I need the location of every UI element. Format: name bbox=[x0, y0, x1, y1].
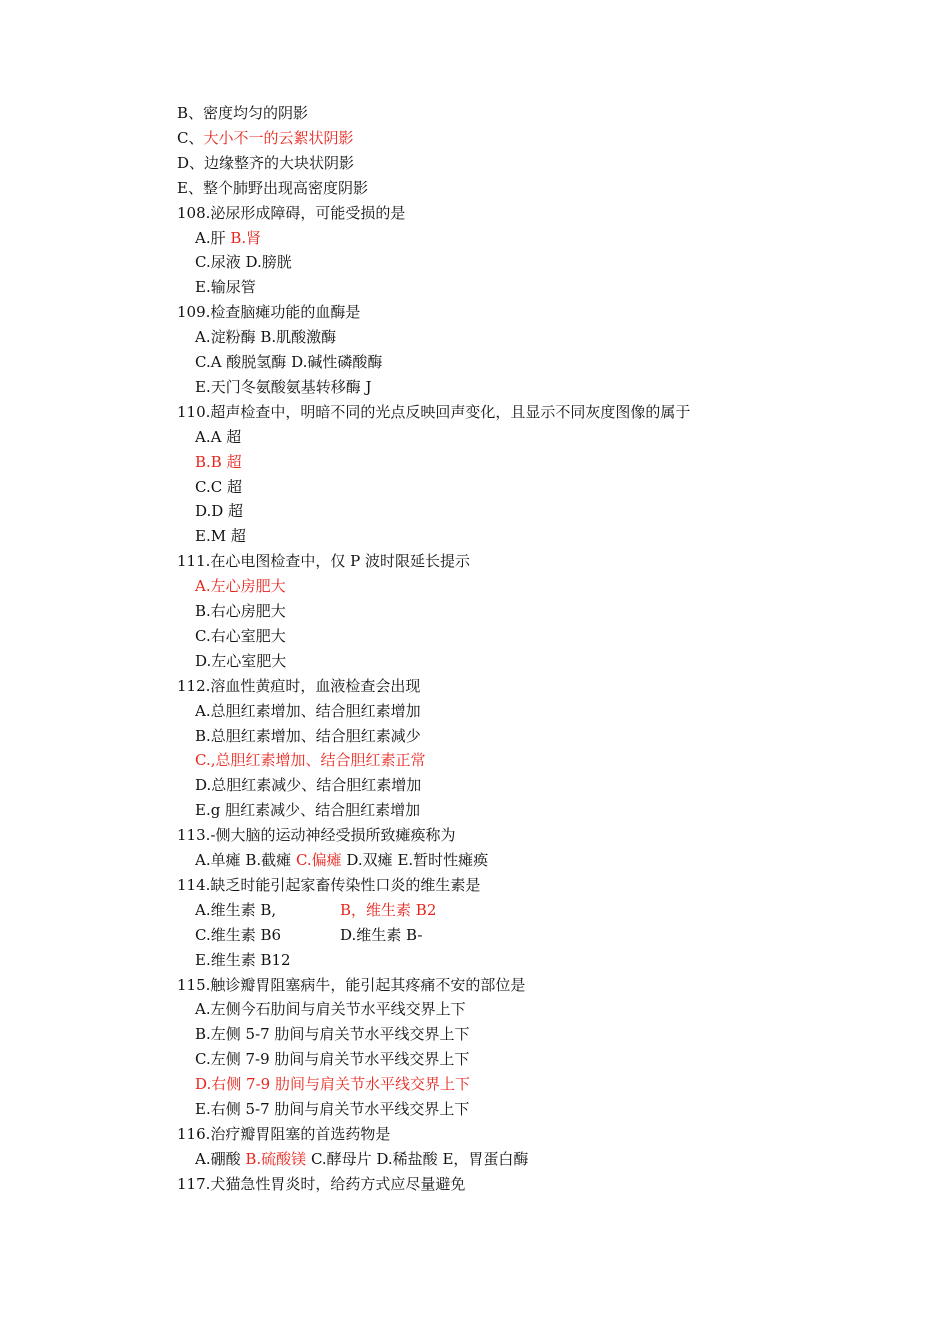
option-line bbox=[195, 900, 437, 920]
question-line bbox=[177, 402, 690, 422]
option-line bbox=[195, 1074, 470, 1094]
option-line bbox=[195, 1024, 469, 1044]
question-line bbox=[177, 676, 420, 696]
line-text: E.天门冬氨酸氨基转移酶 J bbox=[195, 377, 372, 396]
option-line bbox=[195, 452, 242, 472]
answer-text: 大小不一的云絮状阴影 bbox=[203, 128, 354, 147]
question-line bbox=[177, 875, 480, 895]
option-line bbox=[195, 750, 425, 770]
line-text: C.酵母片 D.稀盐酸 E，胃蛋白酶 bbox=[306, 1149, 529, 1168]
line-text: A.左侧今石肋间与肩关节水平线交界上下 bbox=[195, 1000, 466, 1019]
line-text: C.C 超 bbox=[195, 477, 242, 496]
answer-text: C.偏瘫 bbox=[295, 851, 342, 869]
line-text: 110.超声检查中，明暗不同的光点反映回声变化，且显示不同灰度图像的属于 bbox=[177, 402, 691, 421]
option-line bbox=[195, 252, 292, 272]
question-line bbox=[177, 153, 354, 173]
option-line bbox=[195, 701, 421, 721]
line-text: B、密度均匀的阴影 bbox=[177, 104, 309, 122]
option-line bbox=[195, 327, 336, 347]
line-text: D、边缘整齐的大块状阴影 bbox=[177, 153, 355, 172]
question-line bbox=[177, 128, 354, 148]
line-text: C.左侧 7-9 肋间与肩关节水平线交界上下 bbox=[195, 1050, 470, 1069]
line-text: 111.在心电图检查中，仅 P 波时限延长提示 bbox=[177, 552, 471, 571]
question-line bbox=[177, 203, 405, 223]
option-line bbox=[195, 427, 241, 447]
line-text: 109.检查脑瘫功能的血酶是 bbox=[177, 303, 361, 322]
option-line bbox=[195, 925, 423, 945]
line-text: E.输尿管 bbox=[195, 278, 256, 297]
option-line bbox=[195, 1049, 469, 1069]
question-line bbox=[177, 551, 470, 571]
option-line bbox=[195, 477, 242, 497]
line-text: A.硼酸 bbox=[195, 1149, 246, 1168]
option-line bbox=[195, 352, 382, 372]
option-line bbox=[195, 601, 286, 621]
line-text: C.右心室肥大 bbox=[195, 626, 286, 645]
line-text: D.左心室肥大 bbox=[195, 651, 287, 670]
answer-text: B.肾 bbox=[230, 228, 262, 247]
line-text: E.维生素 B12 bbox=[195, 950, 291, 969]
option-line bbox=[195, 726, 421, 746]
answer-text: D.右侧 7-9 肋间与肩关节水平线交界上下 bbox=[195, 1075, 470, 1094]
line-text: A.单瘫 B.截瘫 bbox=[195, 851, 296, 869]
option-line bbox=[195, 651, 286, 671]
line-text: A.维生素 B, bbox=[195, 900, 277, 919]
line-text: 114.缺乏时能引起家畜传染性口炎的维生素是 bbox=[177, 875, 481, 894]
line-text: E.右侧 5-7 肋间与肩关节水平线交界上下 bbox=[195, 1100, 470, 1118]
line-text: C、 bbox=[177, 128, 204, 147]
line-text: D.D 超 bbox=[195, 502, 244, 521]
option-line bbox=[195, 377, 372, 397]
line-text: E、整个肺野出现高密度阴影 bbox=[177, 178, 368, 197]
option-line bbox=[195, 626, 286, 646]
option-line bbox=[195, 800, 420, 820]
line-text: D.双瘫 E.暂时性瘫痪 bbox=[341, 851, 489, 869]
line-text: 117.犬猫急性胃炎时，给药方式应尽量避免 bbox=[177, 1174, 466, 1193]
line-text: B.右心房肥大 bbox=[195, 602, 286, 620]
question-line bbox=[177, 302, 360, 322]
question-line bbox=[177, 103, 308, 123]
question-line bbox=[177, 1174, 465, 1194]
option-line bbox=[195, 277, 256, 297]
option-line bbox=[195, 501, 243, 521]
line-text: 115.触诊瓣胃阻塞病牛，能引起其疼痛不安的部位是 bbox=[177, 975, 526, 994]
option-line bbox=[195, 999, 466, 1019]
question-line bbox=[177, 825, 455, 845]
line-text: 108.泌尿形成障碍，可能受损的是 bbox=[177, 203, 406, 222]
option-line bbox=[195, 850, 488, 870]
line-text: D.总胆红素减少、结合胆红素增加 bbox=[195, 776, 422, 795]
question-line bbox=[177, 178, 368, 198]
line-text: B.总胆红素增加、结合胆红素减少 bbox=[195, 726, 421, 745]
line-text: B.左侧 5-7 肋间与肩关节水平线交界上下 bbox=[195, 1025, 470, 1044]
option-line bbox=[195, 228, 261, 248]
line-text: 113.-侧大脑的运动神经受损所致瘫痪称为 bbox=[177, 826, 456, 845]
line-text: C.A 酸脱氢酶 D.碱性磷酸酶 bbox=[195, 353, 383, 371]
line-text: D.维生素 B- bbox=[340, 925, 423, 944]
line-text: 116.治疗瓣胃阻塞的首选药物是 bbox=[177, 1124, 391, 1143]
answer-text: B，维生素 B2 bbox=[340, 900, 437, 919]
option-line bbox=[195, 1099, 469, 1119]
option-line bbox=[195, 1149, 528, 1169]
line-text: E.g 胆红素减少、结合胆红素增加 bbox=[195, 801, 421, 820]
answer-text: C.,总胆红素增加、结合胆红素正常 bbox=[195, 751, 426, 770]
question-line bbox=[177, 1124, 390, 1144]
answer-text: B.硫酸镁 bbox=[245, 1149, 307, 1168]
option-line bbox=[195, 775, 421, 795]
line-text: A.总胆红素增加、结合胆红素增加 bbox=[195, 701, 421, 720]
line-text: A.淀粉酶 B.肌酸激酶 bbox=[195, 328, 337, 347]
option-line bbox=[195, 950, 291, 970]
option-line bbox=[195, 526, 246, 546]
line-text: C.维生素 B6 bbox=[195, 925, 282, 944]
line-text: 112.溶血性黄疸时，血液检查会出现 bbox=[177, 676, 421, 695]
answer-text: A.左心房肥大 bbox=[195, 577, 286, 596]
option-line bbox=[195, 576, 286, 596]
line-text: A.A 超 bbox=[195, 427, 242, 446]
line-text: E.M 超 bbox=[195, 527, 246, 546]
question-line bbox=[177, 975, 525, 995]
answer-text: B.B 超 bbox=[195, 452, 242, 471]
line-text: C.尿液 D.膀胱 bbox=[195, 253, 292, 272]
line-text: A.肝 bbox=[195, 228, 231, 247]
